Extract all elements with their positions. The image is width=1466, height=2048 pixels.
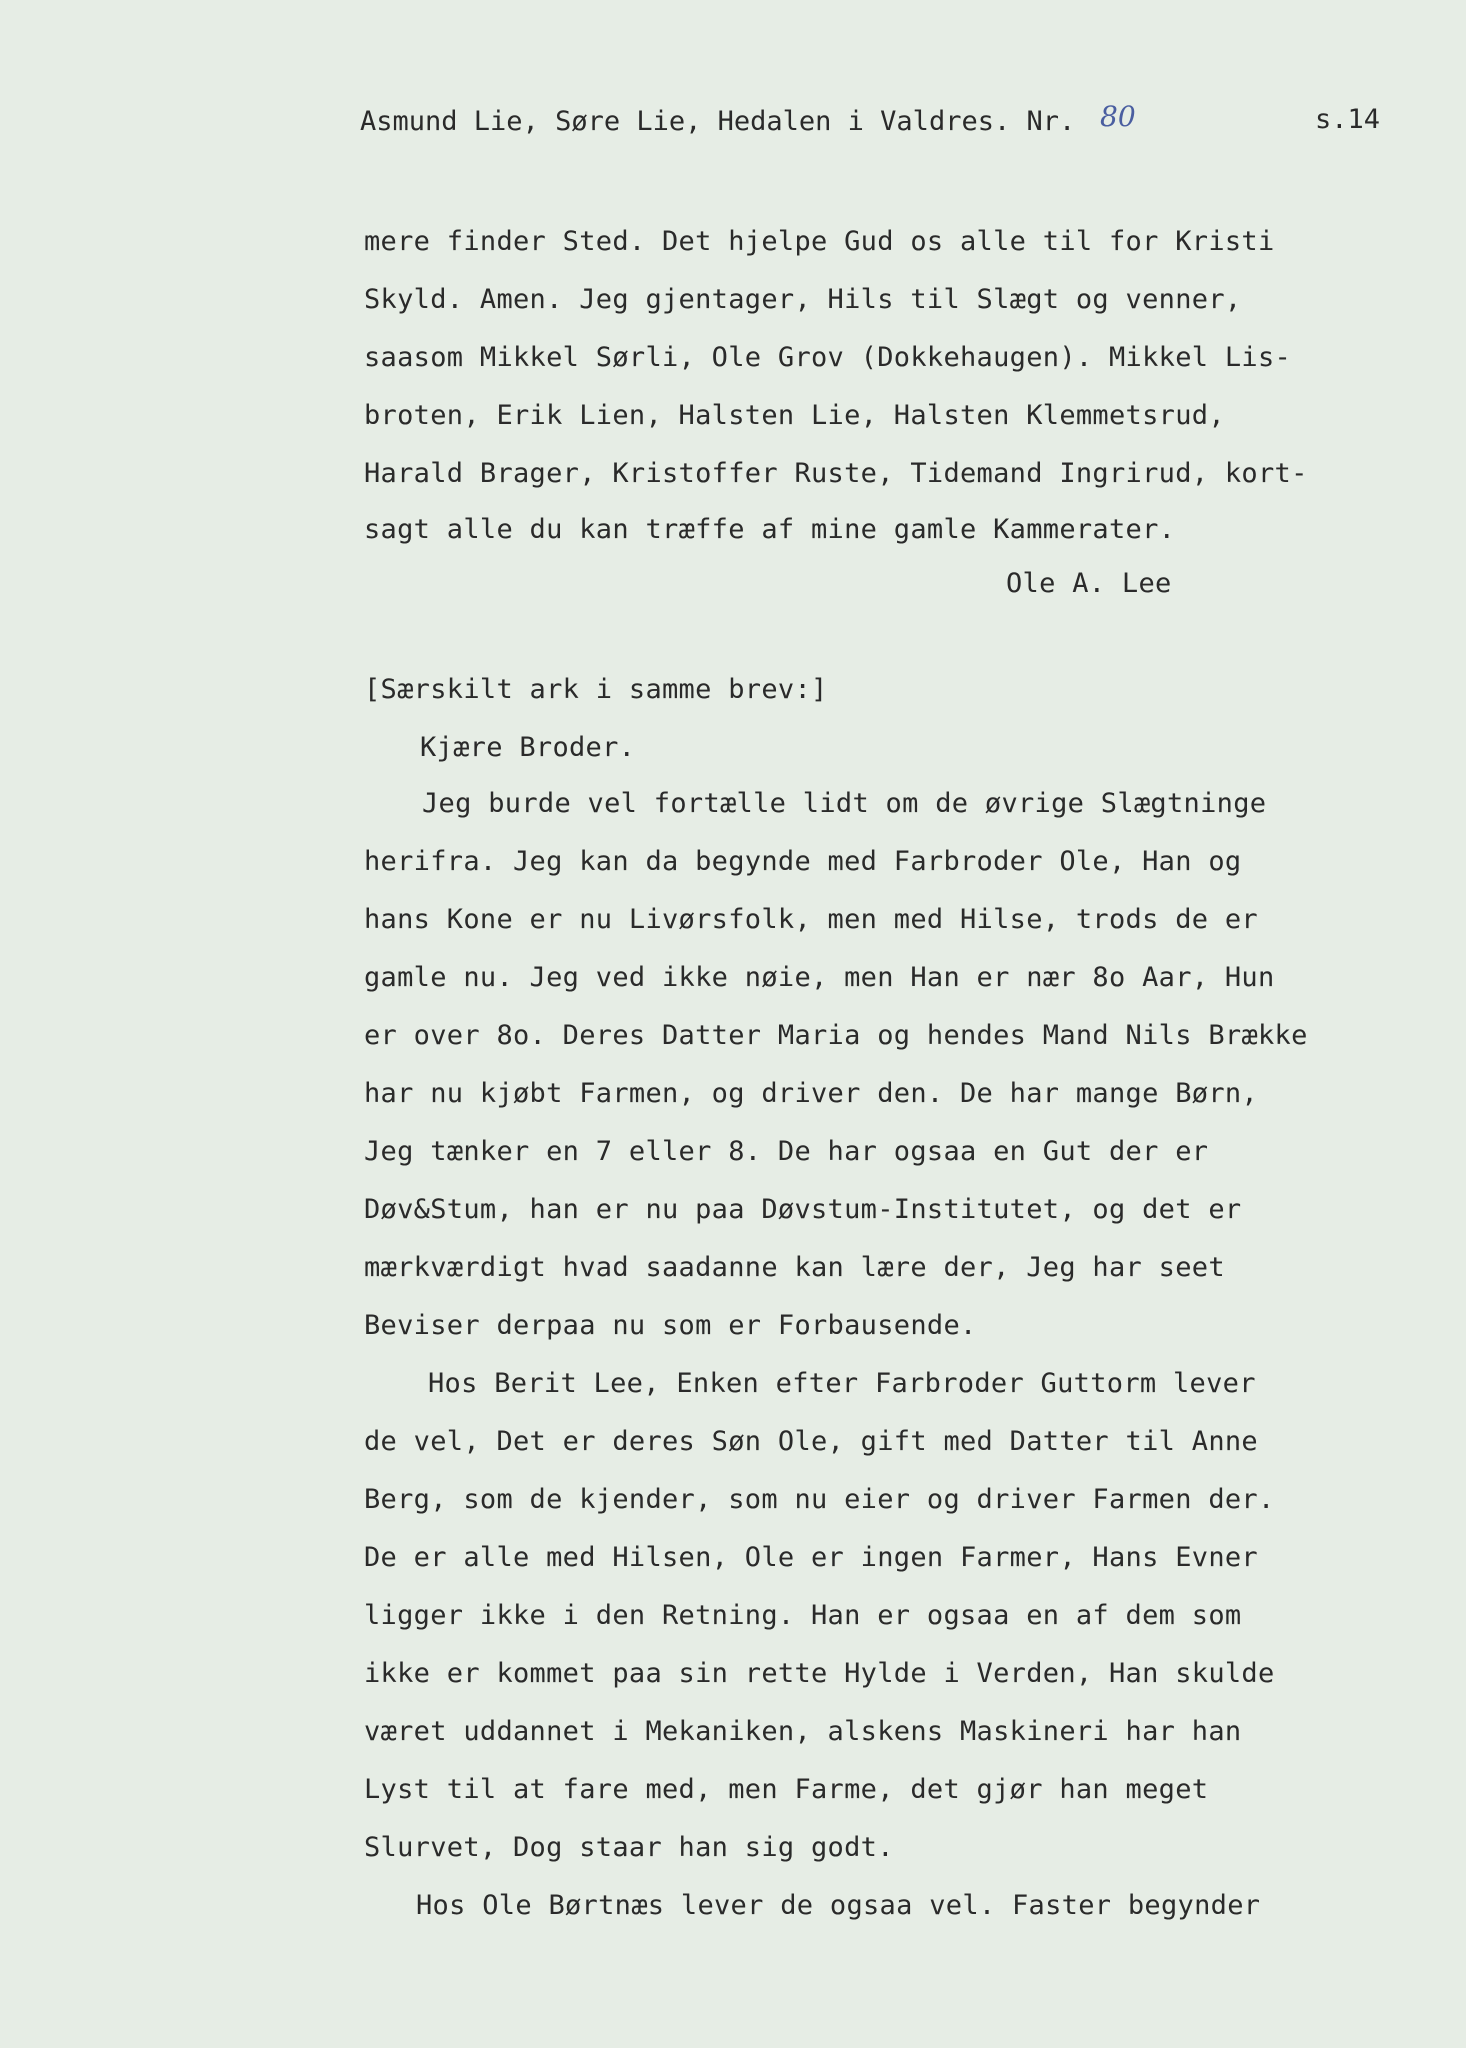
text-line: Hos Ole Børtnæs lever de ogsaa vel. Faster begynder <box>416 1890 1261 1921</box>
text-line: herifra. Jeg kan da begynde med Farbroder Ole, Han og <box>364 846 1242 877</box>
text-line: broten, Erik Lien, Halsten Lie, Halsten Klemmetsrud, <box>364 400 1225 431</box>
text-line: Døv&Stum, han er nu paa Døvstum-Institutet, og det er <box>364 1194 1242 1225</box>
text-line: har nu kjøbt Farmen, og driver den. De har mange Børn, <box>364 1078 1258 1109</box>
signature-line: Ole A. Lee <box>1006 568 1172 599</box>
text-line: ikke er kommet paa sin rette Hylde i Verden, Han skulde <box>364 1658 1275 1689</box>
text-line: Skyld. Amen. Jeg gjentager, Hils til Slægt og venner, <box>364 284 1242 315</box>
text-line: Jeg tænker en 7 eller 8. De har ogsaa en Gut der er <box>364 1136 1209 1167</box>
text-line: Jeg burde vel fortælle lidt om de øvrige Slægtninge <box>422 788 1267 819</box>
text-line: de vel, Det er deres Søn Ole, gift med Datter til Anne <box>364 1426 1258 1457</box>
header-number-handwritten: 80 <box>1100 100 1136 133</box>
text-line: været uddannet i Mekaniken, alskens Maskineri har han <box>364 1716 1242 1747</box>
page-header <box>360 100 1381 150</box>
text-line: Lyst til at fare med, men Farme, det gjør han meget <box>364 1774 1209 1805</box>
text-line: Beviser derpaa nu som er Forbausende. <box>364 1310 977 1341</box>
text-line: Harald Brager, Kristoffer Ruste, Tidemand Ingrirud, kort- <box>364 458 1308 489</box>
text-line: sagt alle du kan træffe af mine gamle Kammerater. <box>364 514 1176 545</box>
salutation: Kjære Broder. <box>420 732 636 763</box>
text-line: Slurvet, Dog staar han sig godt. <box>364 1832 894 1863</box>
text-line: Berg, som de kjender, som nu eier og driver Farmen der. <box>364 1484 1275 1515</box>
text-line: saasom Mikkel Sørli, Ole Grov (Dokkehaugen). Mikkel Lis- <box>364 342 1292 373</box>
text-line: ligger ikke i den Retning. Han er ogsaa en af dem som <box>364 1600 1242 1631</box>
text-line: De er alle med Hilsen, Ole er ingen Farmer, Hans Evner <box>364 1542 1258 1573</box>
header-title: Asmund Lie, Søre Lie, Hedalen i Valdres. Nr. <box>360 106 1076 137</box>
text-line: hans Kone er nu Livørsfolk, men med Hilse, trods de er <box>364 904 1258 935</box>
text-line: gamle nu. Jeg ved ikke nøie, men Han er nær 8o Aar, Hun <box>364 962 1275 993</box>
text-line: Hos Berit Lee, Enken efter Farbroder Guttorm lever <box>428 1368 1256 1399</box>
text-line: er over 8o. Deres Datter Maria og hendes Mand Nils Brække <box>364 1020 1308 1051</box>
text-line: mere finder Sted. Det hjelpe Gud os alle til for Kristi <box>364 226 1275 257</box>
page-number: s.14 <box>1315 104 1381 135</box>
text-line: mærkværdigt hvad saadanne kan lære der, Jeg har seet <box>364 1252 1225 1283</box>
section-note: [Særskilt ark i samme brev:] <box>364 674 828 705</box>
